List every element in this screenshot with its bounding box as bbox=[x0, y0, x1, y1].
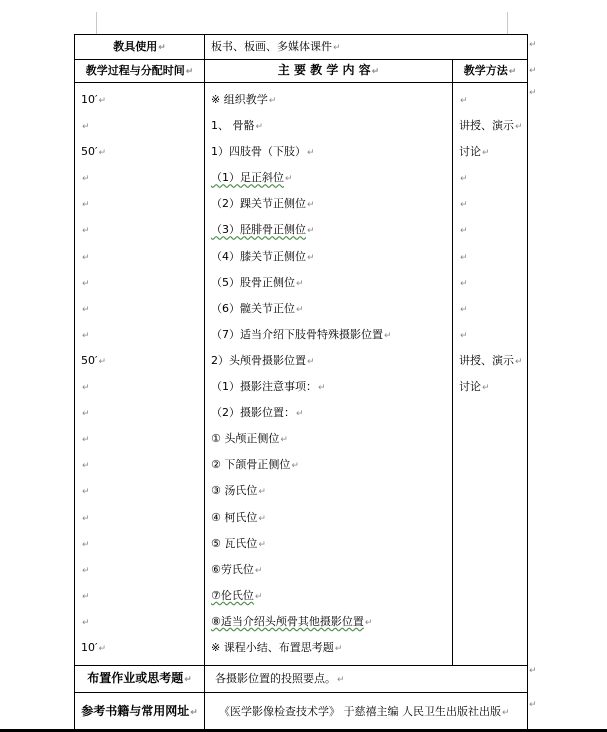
paragraph-mark-icon: ↵ bbox=[258, 539, 266, 550]
time_col-line bbox=[81, 165, 204, 191]
tools-label-cell[interactable] bbox=[75, 35, 205, 60]
time_col-line bbox=[81, 244, 204, 270]
method_col-line bbox=[459, 348, 527, 374]
paragraph-mark-icon: ↵ bbox=[337, 674, 345, 685]
margin-mark-left bbox=[96, 12, 97, 34]
paragraph-mark-icon: ↵ bbox=[268, 96, 277, 106]
content_col-text: ① 头颅正侧位 bbox=[211, 432, 280, 446]
time_col-line bbox=[81, 217, 204, 243]
paragraph-mark-icon: ↵ bbox=[460, 304, 468, 315]
paragraph-mark-icon: ↵ bbox=[307, 148, 315, 159]
homework-label-cell[interactable] bbox=[75, 666, 205, 693]
time_col-text: 50′ bbox=[81, 145, 98, 159]
time_col-text: 10′ bbox=[81, 640, 98, 654]
paragraph-mark-icon: ↵ bbox=[515, 122, 523, 133]
method_col-line bbox=[459, 270, 527, 296]
paragraph-mark-icon: ↵ bbox=[82, 461, 90, 472]
margin-mark-right bbox=[507, 12, 508, 34]
paragraph-mark-icon: ↵ bbox=[82, 278, 90, 289]
time_col-line bbox=[81, 400, 204, 426]
paragraph-mark-icon: ↵ bbox=[291, 461, 299, 472]
content_col-text: ※ 课程小结、布置思考题 bbox=[211, 640, 334, 654]
time_col-line bbox=[81, 478, 204, 504]
content_col-line bbox=[211, 531, 452, 557]
tools-value: 板书、板画、多媒体课件 bbox=[211, 39, 332, 53]
tools-value-cell[interactable] bbox=[205, 35, 528, 60]
paragraph-mark-icon: ↵ bbox=[364, 617, 373, 628]
content_col-line bbox=[211, 452, 452, 478]
content_col-text: ⑧适当介绍头颅骨其他摄影位置 bbox=[211, 614, 364, 628]
paragraph-mark-icon: ↵ bbox=[460, 96, 468, 106]
paragraph-mark-icon: ↵ bbox=[254, 591, 263, 602]
paragraph-mark-icon: ↵ bbox=[384, 330, 392, 341]
method_col-line bbox=[459, 165, 527, 191]
homework-label: 布置作业或思考题 bbox=[87, 670, 184, 685]
content_col-line bbox=[211, 609, 452, 635]
header-content: 主 要 教 学 内 容 bbox=[277, 62, 371, 77]
paragraph-mark-icon: ↵ bbox=[460, 252, 468, 263]
method_col-line bbox=[459, 322, 527, 348]
content_col-line bbox=[211, 165, 452, 191]
header-row bbox=[75, 60, 528, 83]
time_col-line bbox=[81, 452, 204, 478]
method_col-text: 讲授、演示 bbox=[459, 353, 514, 367]
paragraph-mark-icon: ↵ bbox=[333, 42, 341, 53]
paragraph-mark-icon: ↵ bbox=[508, 66, 517, 77]
content_col-text: 1、 骨骼 bbox=[211, 119, 255, 133]
paragraph-mark-icon: ↵ bbox=[285, 174, 293, 185]
paragraph-mark-icon: ↵ bbox=[515, 356, 523, 367]
paragraph-mark-icon: ↵ bbox=[98, 96, 107, 106]
paragraph-mark-icon: ↵ bbox=[482, 383, 490, 394]
content_col-text: （6）髋关节正位 bbox=[211, 301, 295, 315]
time_col-line bbox=[81, 191, 204, 217]
content_col-text: ※ 组织教学 bbox=[211, 93, 268, 106]
method_col-text: 讲授、演示 bbox=[459, 119, 514, 133]
content_col-text: （4）膝关节正侧位 bbox=[211, 249, 306, 263]
time_col-line bbox=[81, 270, 204, 296]
time_col-line bbox=[81, 583, 204, 609]
paragraph-mark-icon: ↵ bbox=[502, 707, 510, 718]
paragraph-mark-icon: ↵ bbox=[482, 148, 490, 159]
tools-label: 教具使用 bbox=[113, 39, 158, 53]
time_col-line bbox=[81, 348, 204, 374]
time_col-line bbox=[81, 374, 204, 400]
lesson-plan-sheet bbox=[74, 34, 527, 728]
paragraph-mark-icon: ↵ bbox=[82, 200, 90, 211]
time_col-line bbox=[81, 635, 204, 661]
paragraph-mark-icon: ↵ bbox=[82, 591, 90, 602]
paragraph-mark-icon: ↵ bbox=[307, 226, 315, 237]
content_col-line bbox=[211, 374, 452, 400]
paragraph-mark-icon: ↵ bbox=[82, 539, 90, 550]
content_col-line bbox=[211, 113, 452, 139]
content_col-text: ④ 柯氏位 bbox=[211, 510, 258, 524]
content_col-line bbox=[211, 478, 452, 504]
method_col-line bbox=[459, 113, 527, 139]
time-column-cell[interactable] bbox=[75, 83, 205, 666]
content_col-line bbox=[211, 296, 452, 322]
time_col-line bbox=[81, 609, 204, 635]
paragraph-mark-icon: ↵ bbox=[82, 565, 90, 576]
content_col-line bbox=[211, 505, 452, 531]
paragraph-mark-icon: ↵ bbox=[82, 487, 90, 498]
paragraph-mark-icon: ↵ bbox=[307, 252, 315, 263]
method_col-line bbox=[459, 217, 527, 243]
content_col-line bbox=[211, 400, 452, 426]
time_col-line bbox=[81, 113, 204, 139]
content_col-text: ⑥劳氏位 bbox=[211, 562, 254, 576]
references-value-cell[interactable] bbox=[205, 693, 528, 732]
content_col-text: （2）踝关节正侧位 bbox=[211, 197, 306, 211]
method_col-text: 讨论 bbox=[459, 145, 481, 159]
content_col-line bbox=[211, 557, 452, 583]
method_col-line bbox=[459, 139, 527, 165]
content_col-line bbox=[211, 322, 452, 348]
header-method-cell[interactable] bbox=[453, 60, 528, 83]
paragraph-mark-icon: ↵ bbox=[82, 226, 90, 237]
paragraph-mark-icon: ↵ bbox=[258, 487, 266, 498]
paragraph-mark-icon: ↵ bbox=[98, 643, 107, 654]
lesson-plan-table bbox=[74, 34, 528, 732]
row-end-mark-icon: ↵ bbox=[529, 666, 537, 676]
paragraph-mark-icon: ↵ bbox=[82, 252, 90, 263]
content_col-text: （2）摄影位置： bbox=[211, 406, 295, 420]
paragraph-mark-icon: ↵ bbox=[98, 356, 107, 367]
content_col-line bbox=[211, 217, 452, 243]
content-row bbox=[75, 83, 528, 666]
homework-value: 各摄影位置的投照要点。 bbox=[215, 671, 336, 685]
paragraph-mark-icon: ↵ bbox=[371, 66, 380, 77]
content_col-text: ⑦伦氏位 bbox=[211, 588, 254, 602]
content_col-line bbox=[211, 87, 452, 113]
method_col-text: 讨论 bbox=[459, 380, 481, 394]
paragraph-mark-icon: ↵ bbox=[318, 383, 326, 394]
method_col-line bbox=[459, 87, 527, 113]
paragraph-mark-icon: ↵ bbox=[460, 226, 468, 237]
header-time: 教学过程与分配时间 bbox=[85, 63, 185, 77]
time_col-line bbox=[81, 557, 204, 583]
paragraph-mark-icon: ↵ bbox=[307, 200, 315, 211]
paragraph-mark-icon: ↵ bbox=[82, 174, 90, 185]
tools-row bbox=[75, 35, 528, 60]
content_col-line bbox=[211, 348, 452, 374]
row-end-mark-icon: ↵ bbox=[529, 40, 537, 50]
references-label-cell[interactable] bbox=[75, 693, 205, 732]
paragraph-mark-icon: ↵ bbox=[460, 330, 468, 341]
method_col-line bbox=[459, 374, 527, 400]
paragraph-mark-icon: ↵ bbox=[82, 330, 90, 341]
row-end-mark-icon: ↵ bbox=[529, 700, 537, 710]
homework-value-cell[interactable] bbox=[205, 666, 528, 693]
paragraph-mark-icon: ↵ bbox=[296, 304, 304, 315]
paragraph-mark-icon: ↵ bbox=[82, 383, 90, 394]
references-label: 参考书籍与常用网址 bbox=[81, 704, 190, 719]
paragraph-mark-icon: ↵ bbox=[82, 435, 90, 446]
paragraph-mark-icon: ↵ bbox=[296, 409, 304, 420]
paragraph-mark-icon: ↵ bbox=[82, 122, 90, 133]
time_col-line bbox=[81, 87, 204, 113]
row-end-mark-icon: ↵ bbox=[529, 66, 537, 76]
time_col-line bbox=[81, 505, 204, 531]
content_col-text: （3）胫腓骨正侧位 bbox=[211, 223, 306, 237]
content_col-text: ⑤ 瓦氏位 bbox=[211, 536, 258, 550]
content-column bbox=[211, 87, 452, 661]
paragraph-mark-icon: ↵ bbox=[334, 643, 343, 654]
time_col-line bbox=[81, 296, 204, 322]
content_col-line bbox=[211, 244, 452, 270]
paragraph-mark-icon: ↵ bbox=[82, 304, 90, 315]
method-column bbox=[459, 87, 527, 400]
paragraph-mark-icon: ↵ bbox=[280, 435, 288, 446]
content_col-line bbox=[211, 191, 452, 217]
content_col-text: （1）摄影注意事项： bbox=[211, 380, 317, 394]
header-method: 教学方法 bbox=[463, 63, 508, 77]
content_col-text: （7）适当介绍下肢骨特殊摄影位置 bbox=[211, 327, 383, 341]
time_col-line bbox=[81, 139, 204, 165]
content-column-cell[interactable] bbox=[205, 83, 453, 666]
paragraph-mark-icon: ↵ bbox=[460, 278, 468, 289]
paragraph-mark-icon: ↵ bbox=[184, 674, 192, 685]
content_col-text: （1）足正斜位 bbox=[211, 171, 284, 185]
header-time-cell[interactable] bbox=[75, 60, 205, 83]
paragraph-mark-icon: ↵ bbox=[190, 708, 198, 719]
method-column-cell[interactable] bbox=[453, 83, 528, 666]
time_col-line bbox=[81, 322, 204, 348]
method_col-line bbox=[459, 296, 527, 322]
method_col-line bbox=[459, 244, 527, 270]
content_col-line bbox=[211, 270, 452, 296]
content_col-line bbox=[211, 635, 452, 661]
paragraph-mark-icon: ↵ bbox=[255, 122, 264, 133]
content_col-line bbox=[211, 426, 452, 452]
time_col-line bbox=[81, 531, 204, 557]
content_col-text: 1）四肢骨（下肢） bbox=[211, 145, 306, 159]
paragraph-mark-icon: ↵ bbox=[98, 148, 107, 159]
time_col-line bbox=[81, 426, 204, 452]
content_col-line bbox=[211, 583, 452, 609]
paragraph-mark-icon: ↵ bbox=[254, 565, 263, 576]
references-value: 《医学影像检查技术学》 于慈禧主编 人民卫生出版社出版 bbox=[219, 704, 501, 718]
paragraph-mark-icon: ↵ bbox=[460, 200, 468, 211]
header-content-cell[interactable] bbox=[205, 60, 453, 83]
paragraph-mark-icon: ↵ bbox=[158, 42, 166, 53]
paragraph-mark-icon: ↵ bbox=[82, 513, 90, 524]
content_col-text: （5）股骨正侧位 bbox=[211, 275, 295, 289]
paragraph-mark-icon: ↵ bbox=[82, 617, 90, 628]
paragraph-mark-icon: ↵ bbox=[460, 174, 468, 185]
references-row bbox=[75, 693, 528, 732]
paragraph-mark-icon: ↵ bbox=[296, 278, 304, 289]
time-column bbox=[81, 87, 204, 661]
row-end-mark-icon: ↵ bbox=[529, 88, 537, 98]
paragraph-mark-icon: ↵ bbox=[258, 513, 266, 524]
time_col-text: 50′ bbox=[81, 353, 98, 367]
content_col-text: ② 下颌骨正侧位 bbox=[211, 458, 291, 472]
homework-row bbox=[75, 666, 528, 693]
content_col-line bbox=[211, 139, 452, 165]
method_col-line bbox=[459, 191, 527, 217]
paragraph-mark-icon: ↵ bbox=[185, 66, 194, 77]
paragraph-mark-icon: ↵ bbox=[82, 409, 90, 420]
paragraph-mark-icon: ↵ bbox=[307, 356, 315, 367]
content_col-text: ③ 汤氏位 bbox=[211, 484, 258, 498]
time_col-text: 10′ bbox=[81, 93, 98, 106]
content_col-text: 2）头颅骨摄影位置 bbox=[211, 353, 306, 367]
